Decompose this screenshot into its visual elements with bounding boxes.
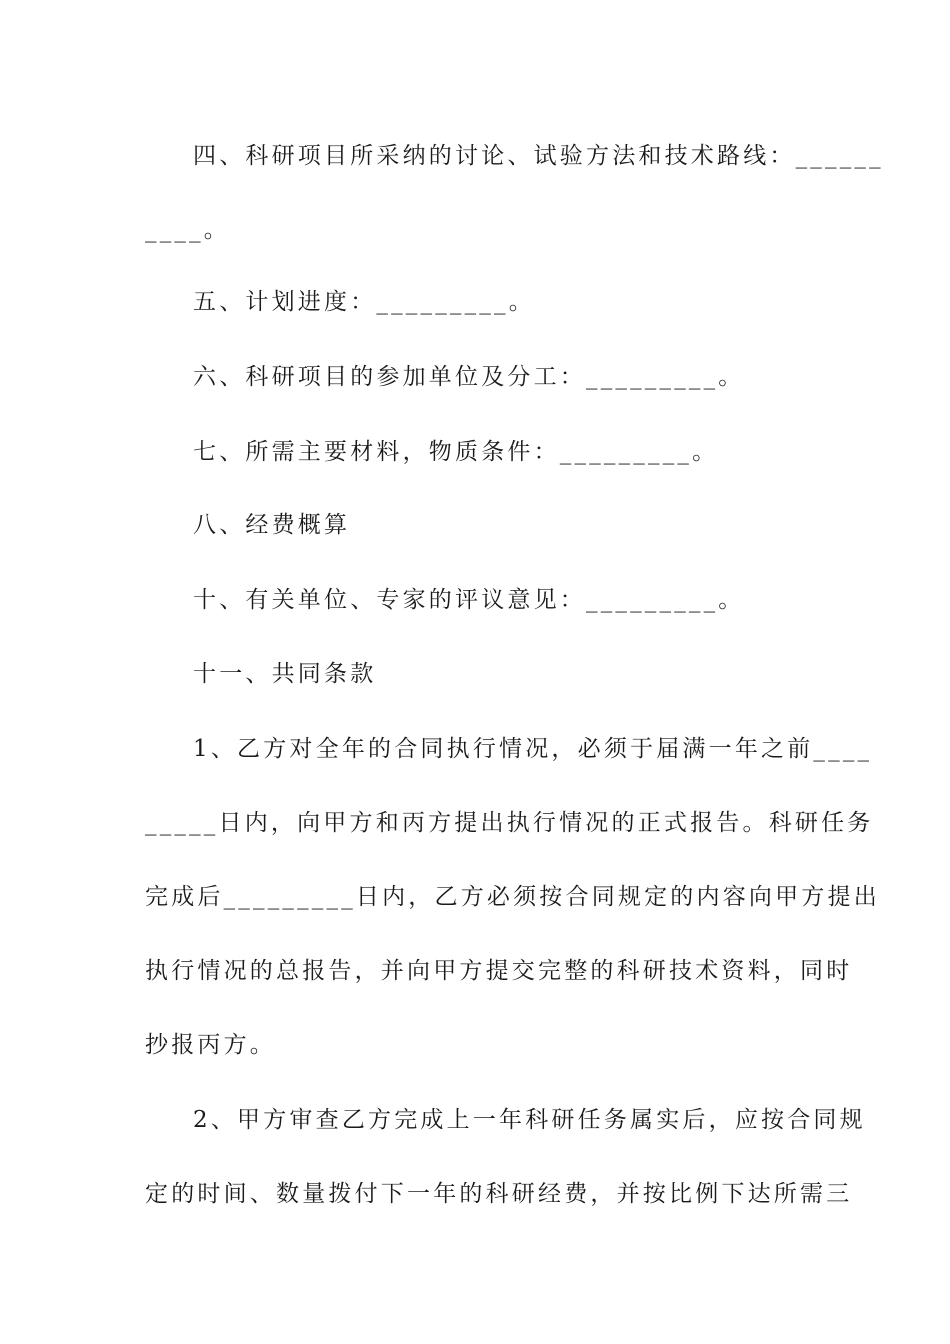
clause-1-line-2: _____日内，向甲方和丙方提出执行情况的正式报告。科研任务 <box>145 810 874 836</box>
paragraph-budget: 八、经费概算 <box>193 512 351 538</box>
paragraph-materials: 七、所需主要材料，物质条件：_________。 <box>193 439 719 465</box>
paragraph-research-methods: 四、科研项目所采纳的讨论、试验方法和技术路线：______ <box>193 143 884 169</box>
clause-2-line-2: 定的时间、数量拨付下一年的科研经费，并按比例下达所需三 <box>145 1181 853 1207</box>
paragraph-research-methods-continued: ____。 <box>145 217 230 243</box>
section-heading-common-terms: 十一、共同条款 <box>193 661 377 687</box>
clause-2-line-1: 2、甲方审查乙方完成上一年科研任务属实后，应按合同规 <box>193 1107 866 1133</box>
clause-1-line-4: 执行情况的总报告，并向甲方提交完整的科研技术资料，同时 <box>145 958 853 984</box>
clause-1-line-1: 1、乙方对全年的合同执行情况，必须于届满一年之前____ <box>193 736 873 762</box>
paragraph-schedule: 五、计划进度：_________。 <box>193 289 535 315</box>
paragraph-participating-units: 六、科研项目的参加单位及分工：_________。 <box>193 364 745 390</box>
paragraph-expert-opinions: 十、有关单位、专家的评议意见：_________。 <box>193 587 745 613</box>
clause-1-line-5: 抄报丙方。 <box>145 1032 276 1058</box>
clause-1-line-3: 完成后_________日内，乙方必须按合同规定的内容向甲方提出 <box>145 884 880 910</box>
